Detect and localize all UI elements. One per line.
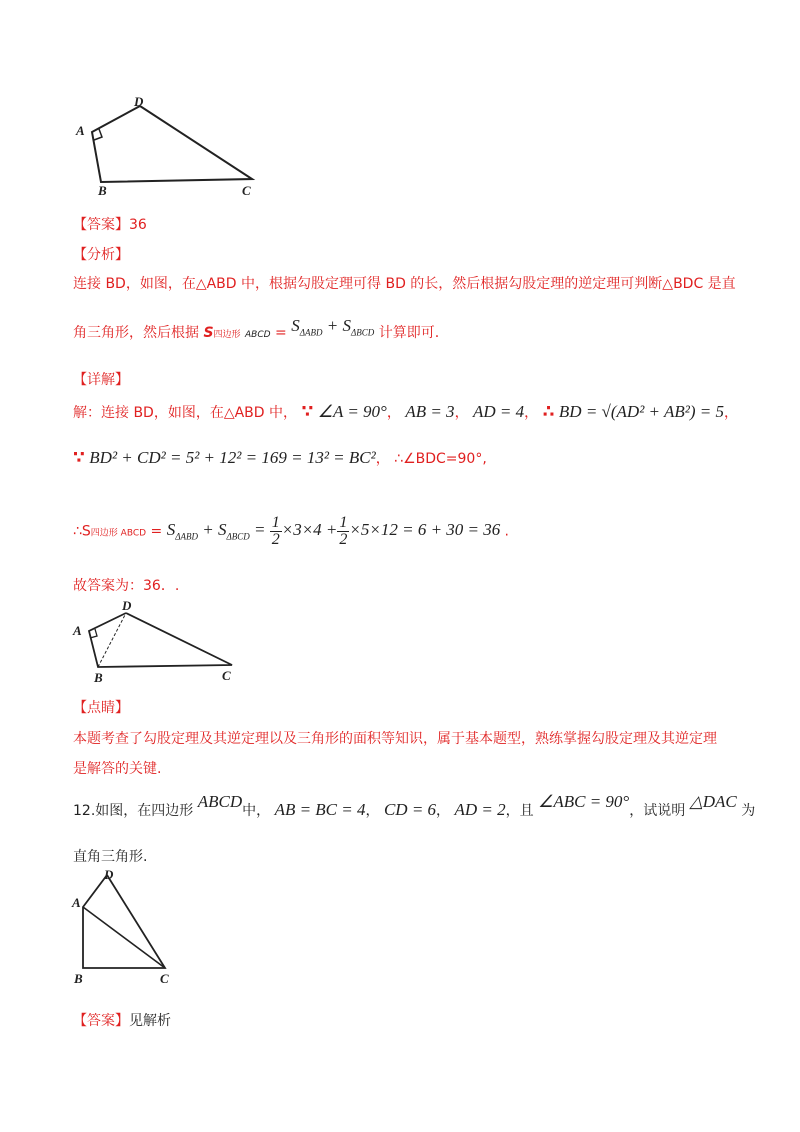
q12-cd: CD = 6 [383,800,437,819]
therefore-symbol-1: ∴ [542,402,555,422]
fraction-half-1 [270,515,282,548]
detail-tag: 【详解】 [73,372,129,388]
analysis-formula [291,316,375,338]
figure3-label-c: C [160,971,169,986]
answer-value: 36 [129,217,147,233]
q12-abcd: ABCD [197,792,243,811]
q12-angle: ∠ABC = 90° [538,792,630,811]
formula-s1: S [291,316,300,335]
pythag-eq: BD² + CD² = 5² + 12² = 169 = 13² = BC² [89,448,376,467]
question-12-line-1: 12.如图，在四边形 ABCD中， AB = BC = 4， CD = 6， AD = 2，且 ∠ABC = 90°，试说明 △DAC 为 [73,792,756,819]
analysis-sub-quad: 四边形 [213,330,241,340]
fraction-half-2 [337,515,349,548]
because-symbol-1: ∵ [301,402,314,422]
formula-sub2: ΔBCD [350,327,375,338]
analysis-line-2 [73,316,440,343]
area-sub1: ΔABD [175,531,198,542]
q12-qie: ，且 [505,803,534,819]
answer-12 [73,1010,171,1030]
q12-ad: AD = 2 [454,800,506,819]
area-term-1: ×3×4 + [281,520,338,540]
answer-12-value: 见解析 [129,1013,171,1029]
q12-wei: 为 [741,803,756,819]
figure-quadrilateral-2 [70,600,250,690]
fraction-num-1: 1 [271,514,280,531]
comment-tag: 【点睛】 [73,700,129,716]
area-dot: . [504,523,509,540]
area-s2: S [217,520,227,540]
detail-line-1: 解：连接 BD，如图，在△ABD 中， ∵ ∠A = 90°， AB = 3， AD = 4， ∴ BD = √(AD² + AB²) = 5， [73,402,738,422]
area-formula: $S_{\Delta ABD} + S_{\Delta BCD}$ = $\frac{1}{2}$ ×3×4 + $\frac{1}{2}$ ×5×12 = 6 + 30 = 36 [166,514,501,548]
q12-num: 12.如图，在四边形 [73,803,194,819]
figure1-label-d: D [134,94,144,109]
bd-eq: BD = √(AD² + AB²) = 5 [558,402,724,421]
detail-line-3 [73,515,509,548]
answer-tag: 【答案】 [73,217,129,233]
area-eq: = [150,523,163,540]
figure-quadrilateral-1 [70,94,270,198]
analysis-suffix: 计算即可. [378,325,440,341]
q12-dac: △DAC [689,792,737,811]
ad-eq: AD = 4 [473,402,525,421]
detail-intro: 解：连接 BD，如图，在△ABD 中， [73,405,298,421]
ab-eq: AB = 3 [405,402,455,421]
comment-line-1: 本题考查了勾股定理及其逆定理以及三角形的面积等知识，属于基本题型，熟练掌握勾股定理及其逆定理 [73,731,717,747]
area-sub2: ΔBCD [226,531,250,542]
q12-shi: ，试说明 [629,803,686,819]
bdc-conclusion: ∴∠BDC=90°, [394,451,487,467]
q12-zhong: 中， [242,803,271,819]
area-term-2: ×5×12 = 6 + 30 = 36 [349,520,501,540]
fraction-num-2: 1 [339,514,348,531]
answer-12-tag: 【答案】 [73,1013,129,1029]
analysis-s: S [203,325,214,341]
figure2-label-d: D [122,598,132,613]
final-answer: 故答案为：36．. [73,578,180,594]
because-symbol-2: ∵ [73,448,85,468]
fraction-den-2: 2 [339,531,348,548]
figure-quadrilateral-3 [70,865,190,995]
figure2-label-c: C [222,668,231,683]
formula-s2: S [342,316,351,335]
angle-a: ∠A = 90° [317,402,387,421]
comment-line-2: 是解答的关键. [73,761,162,777]
analysis-line-1: 连接 BD，如图，在△ABD 中，根据勾股定理可得 BD 的长，然后根据勾股定理的逆定理可判断△BDC 是直 [73,276,736,292]
area-eq2: = [254,520,270,540]
analysis-sub-abcd: ABCD [245,330,271,340]
formula-sub1: ΔABD [299,327,323,338]
answer-1 [73,214,147,234]
analysis-tag: 【分析】 [73,247,129,263]
figure2-label-b: B [94,670,103,685]
figure1-label-c: C [242,183,251,198]
figure3-label-d: D [104,867,114,882]
fraction-den-1: 2 [271,531,280,548]
figure3-label-a: A [72,895,81,910]
figure3-label-b: B [74,971,83,986]
question-12-line-2: 直角三角形. [73,849,148,865]
figure1-label-a: A [76,123,85,138]
area-s1: S [166,520,176,540]
formula-plus: + [322,316,343,335]
analysis-eq: = [275,325,287,341]
detail-line-2: ∵ BD² + CD² = 5² + 12² = 169 = 13² = BC²， ∴∠BDC=90°, [73,448,487,468]
figure2-label-a: A [73,623,82,638]
area-sub: 四边形 ABCD [90,528,147,539]
analysis-prefix: 角三角形，然后根据 [73,325,199,341]
figure1-label-b: B [98,183,107,198]
q12-ab-bc: AB = BC = 4 [274,800,366,819]
area-prefix: ∴S [73,523,91,540]
